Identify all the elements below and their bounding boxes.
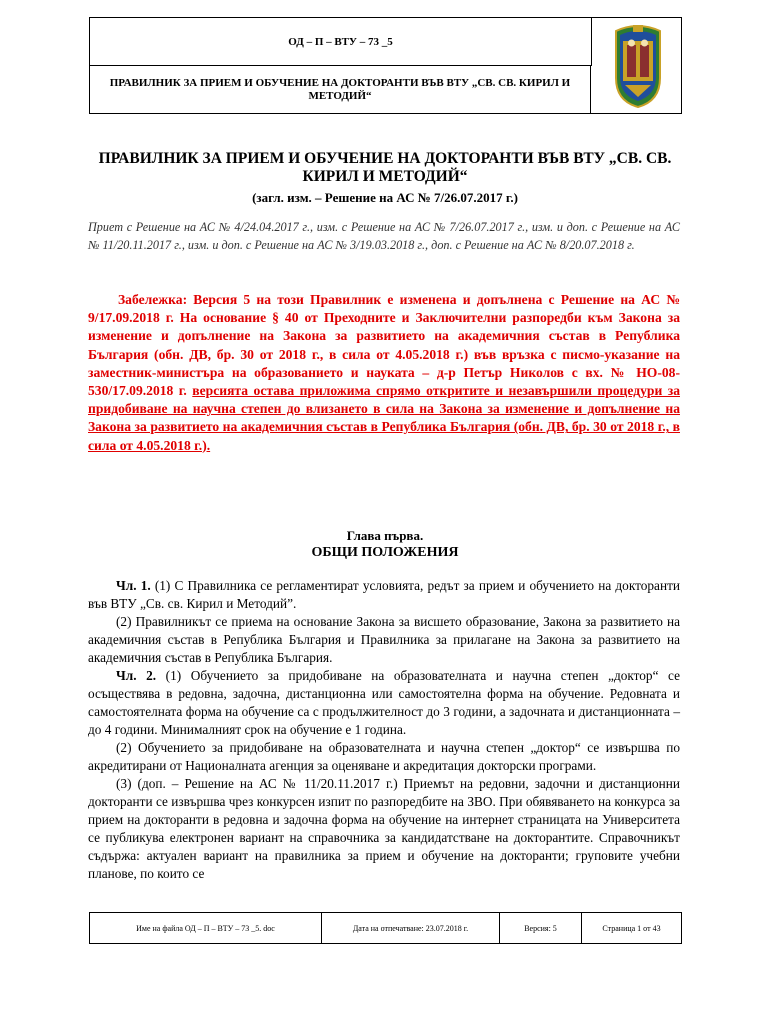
article-2-label: Чл. 2. <box>116 668 157 683</box>
article-2-paragraph-2: (2) Обучението за придобиване на образователната и научна степен „доктор“ се извършва по акредитирани от Националната агенция за оценяване и акредитация докторски програми. <box>88 740 680 773</box>
version-note <box>88 291 680 455</box>
footer-page-number: Страница 1 от 43 <box>602 923 661 933</box>
footer-file-name: Име на файла ОД – П – ВТУ – 73 _5. doc <box>90 913 322 943</box>
footer-print-date: Дата на отпечатване: 23.07.2018 г. <box>322 913 500 943</box>
chapter-heading <box>90 527 680 562</box>
document-header <box>89 17 682 114</box>
article-1-paragraph-2: (2) Правилникът се приема на основание Закона за висшето образование, Закона за развитието на академичния състав в Република България и Правилника за прилагане на Закона за развитието на академичния състав в Република България. <box>88 614 680 665</box>
article-1-label: Чл. 1. <box>116 578 151 593</box>
version-note-text: Забележка: Версия 5 на този Правилник е изменена и допълнена с Решение на АС № 9/17.09.2018 г. На основание § 40 от Преходните и Заключителни разпоредби към Закона за изменение и допълнение на Закона за развитието на академичния състав в Република България (обн. ДВ, бр. 30 от 2018 г., в сила от 4.05.2018 г.) във връзка с писмо-указание на заместник-министъра на образованието и науката – д-р Петър Николов с вх. № НО-08-530/17.09.2018 г. <box>88 292 680 399</box>
document-code: ОД – П – ВТУ – 73 _5 <box>90 18 592 66</box>
page-title: ПРАВИЛНИК ЗА ПРИЕМ И ОБУЧЕНИЕ НА ДОКТОРАНТИ ВЪВ ВТУ „СВ. СВ. КИРИЛ И МЕТОДИЙ“ <box>98 150 672 185</box>
header-document-title: ПРАВИЛНИК ЗА ПРИЕМ И ОБУЧЕНИЕ НА ДОКТОРАНТИ ВЪВ ВТУ „СВ. СВ. КИРИЛ И МЕТОДИЙ“ <box>90 66 591 113</box>
article-2-paragraph-3: (3) (доп. – Решение на АС № 11/20.11.2017 г.) Приемът на редовни, задочни и дистанционни докторанти се извършва чрез конкурсен изпит по разпоредбите на ЗВО. При обявяването на конкурса за прием на докторанти в редовна и задочна форма на обучение на интернет страницата на Университета се публикува електронен вариант на справочника за кандидатстване на докторантите. Справочникът съдържа: актуален вариант на правилника за прием и обучение на докторанти; груповите учебни планове, по които се <box>88 776 680 881</box>
university-crest-logo <box>613 23 663 108</box>
document-footer <box>89 912 682 944</box>
adoption-note: Приет с Решение на АС № 4/24.04.2017 г., изм. с Решение на АС № 7/26.07.2017 г., изм. и доп. с Решение на АС № 11/20.11.2017 г., изм. и доп. с Решение на АС № 3/19.03.2018 г., доп. с Решение на АС № 8/20.07.2018 г. <box>88 220 680 252</box>
chapter-name: ОБЩИ ПОЛОЖЕНИЯ <box>311 545 459 560</box>
title-amendment: (загл. изм. – Решение на АС № 7/26.07.2017 г.) <box>252 190 518 205</box>
article-1-paragraph-1: Чл. 1. (1) С Правилника се регламентират условията, редът за прием и обучението на докторанти във ВТУ „Св. св. Кирил и Методий”. <box>88 578 680 611</box>
version-note-underlined: версията остава приложима спрямо откритите и незавършили процедури за придобиване на научна степен до влизането в сила на Закона за изменение и допълнение на Закона за развитието на академичния състав в Република България (обн. ДВ, бр. 30 от 2018 г., в сила от 4.05.2018 г.). <box>88 383 680 453</box>
article-2-paragraph-1: Чл. 2. (1) Обучението за придобиване на образователната и научна степен „доктор“ се осъществява в редовна, задочна, дистанционна или самостоятелна форма на обучение. Редовната и самостоятелната форма на обучение са с продължителност до 3 години, а задочната и дистанционната – до 4 години. Минималният срок на обучение е 1 година. <box>88 668 681 737</box>
document-body <box>88 577 680 883</box>
chapter-number: Глава първа. <box>346 528 424 543</box>
footer-version: Версия: 5 <box>500 913 582 943</box>
